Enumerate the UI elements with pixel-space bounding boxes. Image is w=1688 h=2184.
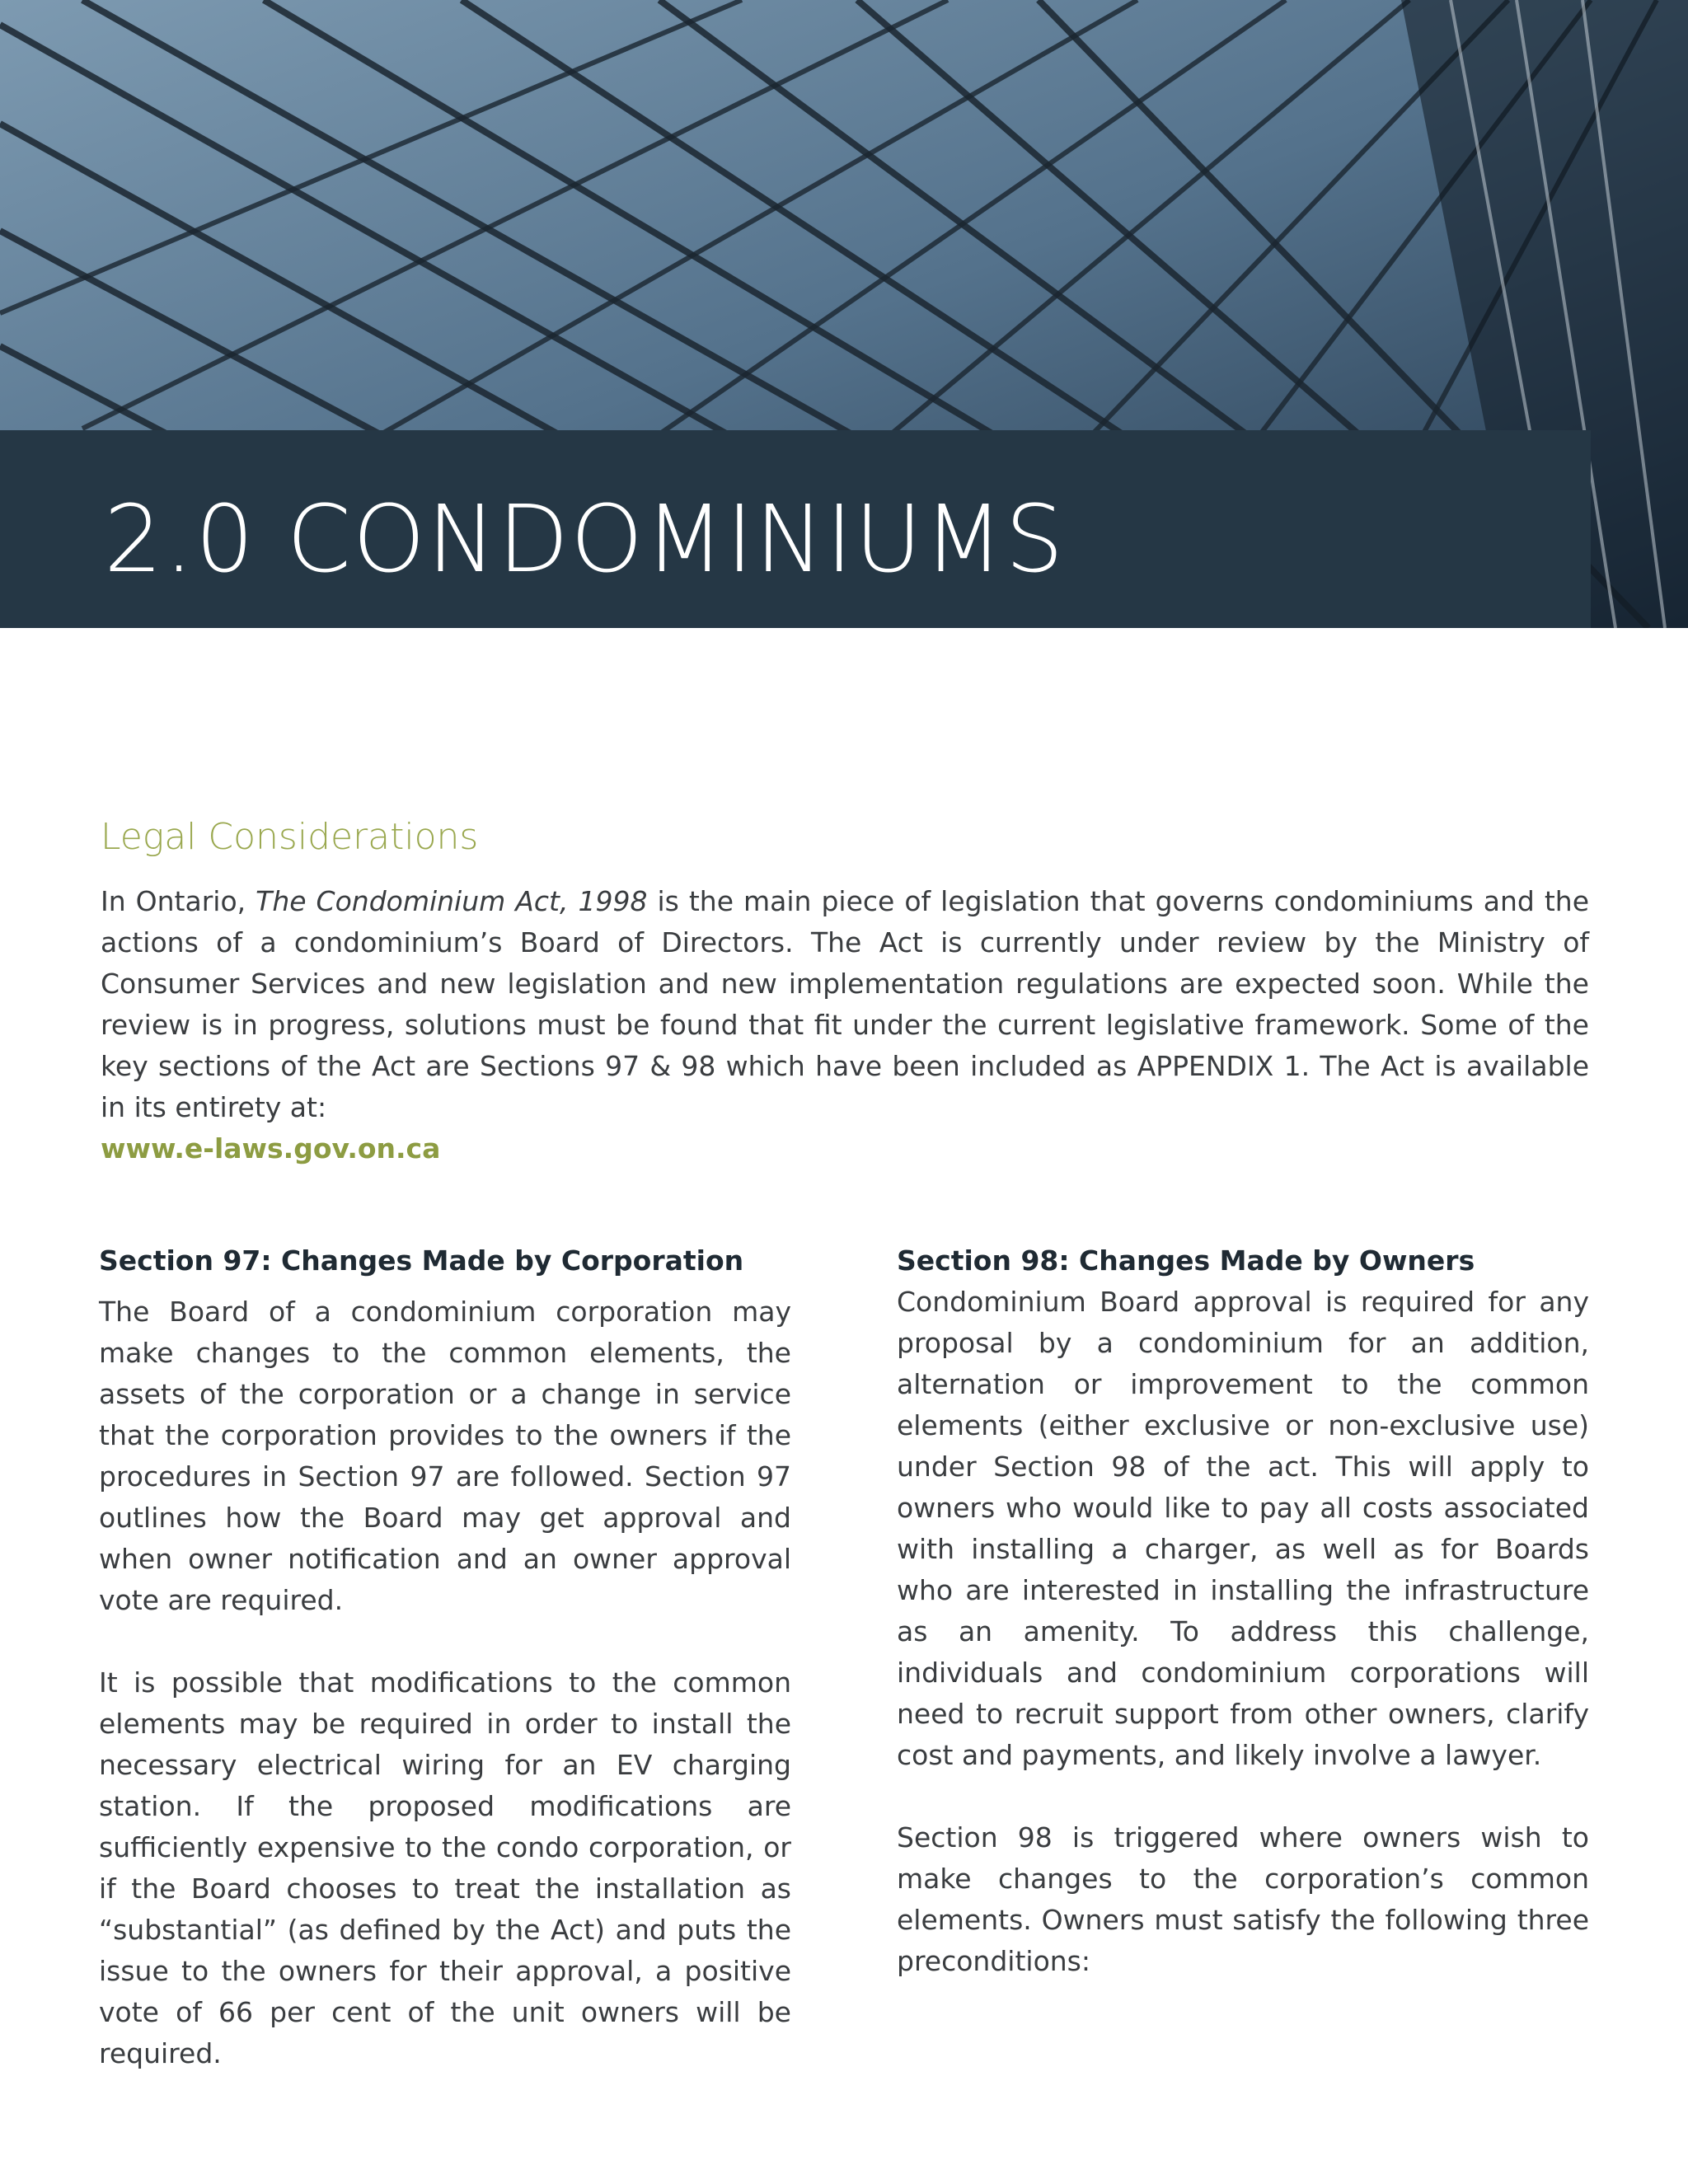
paragraph-gap — [897, 1776, 1589, 1817]
intro-text-start: In Ontario, — [101, 885, 256, 917]
title-band — [0, 430, 1591, 628]
act-title: The Condominium Act, 1998 — [256, 885, 648, 917]
legal-intro-paragraph — [101, 881, 1589, 1128]
e-laws-link[interactable]: www.e-laws.gov.on.ca — [101, 1132, 441, 1165]
section-97-paragraph-1: The Board of a condominium corporation may make changes to the common elements, the assets of the corporation or a change in service that the corporation provides to the owners if the procedures in Section 97 are followed. Section 97 outlines how the Board may get approval and when owner notification and an owner approval vote are required. — [99, 1296, 791, 1616]
section-97-column — [99, 1240, 791, 2074]
legal-considerations-section — [101, 816, 1589, 1169]
section-97-paragraph-2: It is possible that modifications to the common elements may be required in order to install the necessary electrical wiring for an EV charging station. If the proposed modifications are sufficiently expensive to the condo corporation, or if the Board chooses to treat the installation as “substantial” (as defined by the Act) and puts the issue to the owners for their approval, a positive vote of 66 per cent of the unit owners will be required. — [99, 1666, 791, 2069]
intro-text-rest: is the main piece of legislation that governs condominiums and the actions of a condominium’s Board of Directors. The Act is currently under review by the Ministry of Consumer Services and new legislation and new implementation regulations are expected soon. While the review is in progress, solutions must be found that fit under the current legislative framework. Some of the key sections of the Act are Sections 97 & 98 which have been included as APPENDIX 1. The Act is available in its entirety at: — [101, 885, 1590, 1123]
paragraph-gap — [99, 1621, 791, 1662]
section-98-paragraph-1: Condominium Board approval is required for any proposal by a condominium for an addition, alternation or improvement to the common elements (either exclusive or non-exclusive use) under Section 98 of the act. This will apply to owners who would like to pay all costs associated with installing a charger, as well as for Boards who are interested in installing the infrastructure as an amenity. To address this challenge, individuals and condominium corporations will need to recruit support from other owners, clarify cost and payments, and likely involve a lawyer. — [897, 1286, 1589, 1771]
section-97-heading: Section 97: Changes Made by Corporation — [99, 1244, 744, 1277]
section-98-paragraph-2: Section 98 is triggered where owners wish to make changes to the corporation’s common elements. Owners must satisfy the following three preconditions: — [897, 1821, 1589, 1977]
section-98-column — [897, 1240, 1589, 1982]
section-98-heading: Section 98: Changes Made by Owners — [897, 1244, 1475, 1277]
page-title: 2.0 CONDOMINIUMS — [104, 486, 1066, 593]
section-heading: Legal Considerations — [101, 816, 479, 858]
